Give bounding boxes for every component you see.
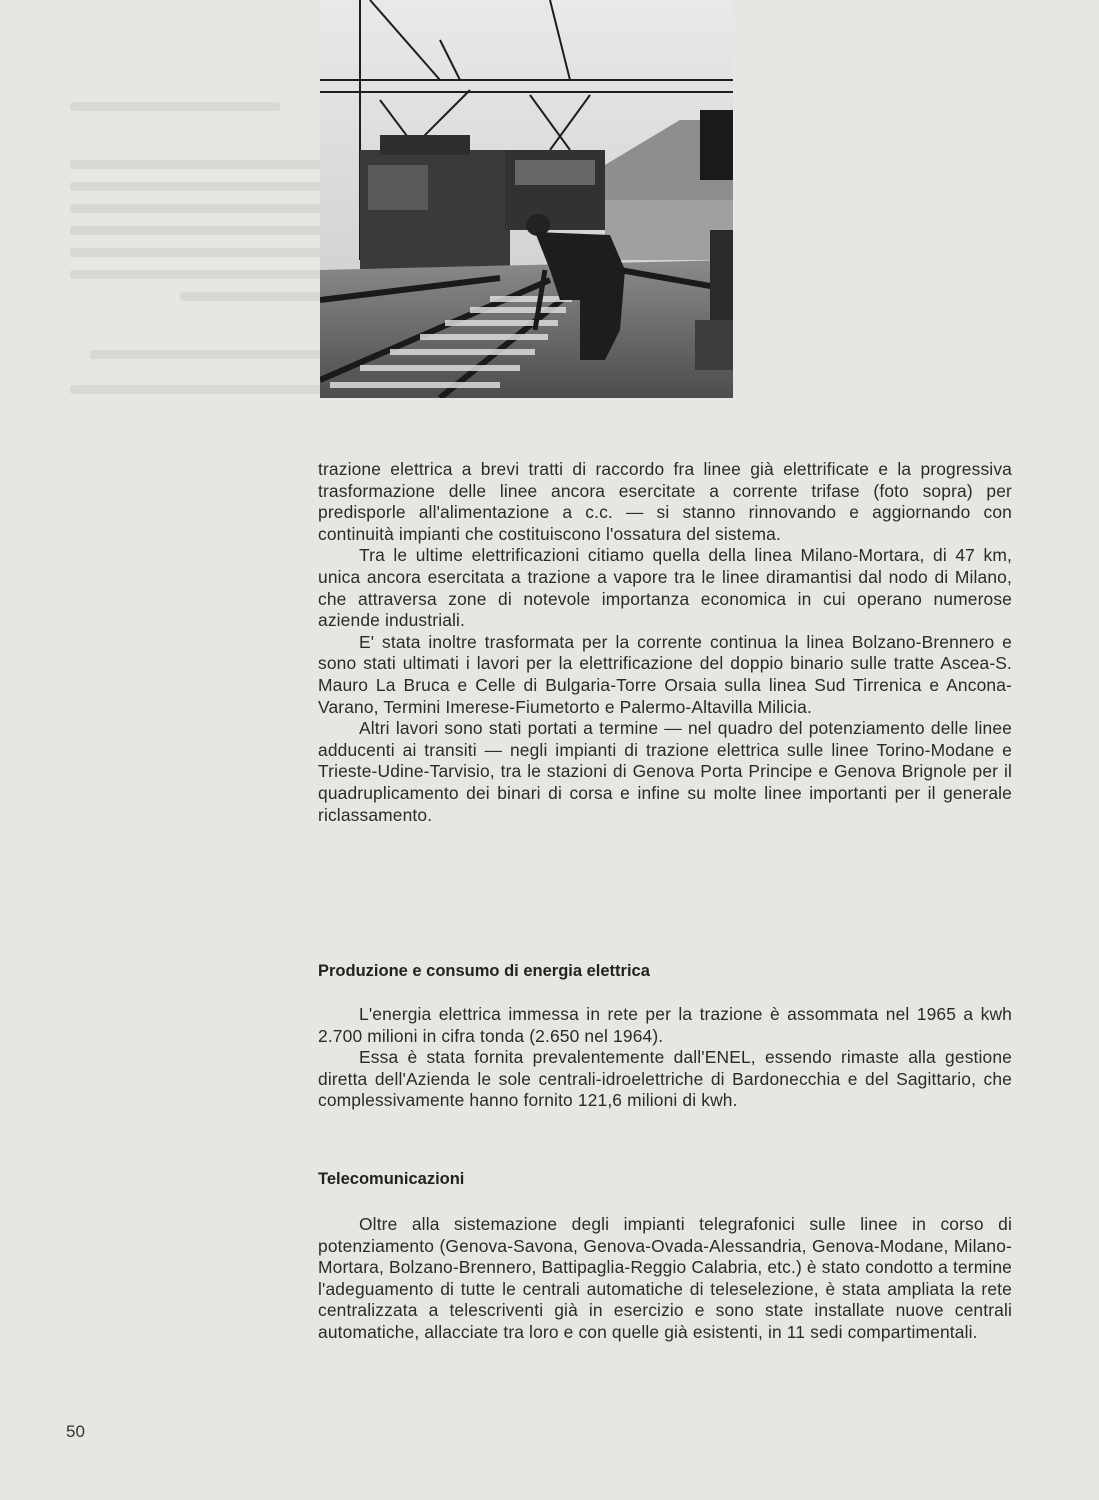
paragraph: trazione elettrica a brevi tratti di raccordo fra linee già elettrificate e la progressiva trasformazione delle linee ancora esercitate a corrente trifase (foto sopra) per predisporle all'alimentazione a c.c. — si stanno rinnovando e aggiornando con continuità impianti che costituiscono l'ossatura del sistema. (318, 459, 1012, 544)
train-photo (320, 0, 733, 398)
paragraph: L'energia elettrica immessa in rete per la trazione è assommata nel 1965 a kwh 2.700 milioni in cifra tonda (2.650 nel 1964). (318, 1004, 1012, 1046)
body-text-section-2 (318, 1004, 1012, 1112)
body-text-section-1 (318, 459, 1012, 826)
section-heading-telecomunicazioni: Telecomunicazioni (318, 1170, 465, 1188)
paragraph: E' stata inoltre trasformata per la corrente continua la linea Bolzano-Brennero e sono stati ultimati i lavori per la elettrificazione del doppio binario sulle tratte Ascea-S. Mauro La Bruca e Celle di Bulgaria-Torre Orsaia sulla linea Sud Tirrenica e Ancona-Varano, Termini Imerese-Fiumetorto e Palermo-Altavilla Milicia. (318, 631, 1012, 717)
body-text-section-3 (318, 1214, 1012, 1344)
page-number: 50 (66, 1422, 85, 1441)
paragraph: Altri lavori sono stati portati a termine — nel quadro del potenziamento delle linee adducenti ai transiti — negli impianti di trazione elettrica sulle linee Torino-Modane e Trieste-Udine-Tarvisio, tra le stazioni di Genova Porta Principe e Genova Brignole per il quadruplicamento dei binari di corsa e infine su molte linee importanti per il generale riclassamento. (318, 718, 1012, 825)
section-heading-energia: Produzione e consumo di energia elettrica (318, 962, 650, 980)
paragraph: Tra le ultime elettrificazioni citiamo quella della linea Milano-Mortara, di 47 km, unica ancora esercitata a trazione a vapore tra le linee diramantisi dal nodo di Milano, che attraversa zone di notevole importanza economica in cui operano numerose aziende industriali. (318, 545, 1012, 631)
paragraph: Essa è stata fornita prevalentemente dall'ENEL, essendo rimaste alla gestione diretta dell'Azienda le sole centrali-idroelettriche di Bardonecchia e del Sagittario, che complessivamente hanno fornito 121,6 milioni di kwh. (318, 1047, 1012, 1111)
paragraph: Oltre alla sistemazione degli impianti telegrafonici sulle linee in corso di potenziamento (Genova-Savona, Genova-Ovada-Alessandria, Genova-Modane, Milano-Mortara, Bolzano-Brennero, Battipaglia-Reggio Calabria, etc.) è stato condotto a termine l'adeguamento di tutte le centrali automatiche di teleselezione, è stata ampliata la rete centralizzata a telescriventi già in esercizio e sono state installate nuove centrali automatiche, allacciate tra loro e con quelle già esistenti, in 11 sedi compartimentali. (318, 1214, 1012, 1342)
